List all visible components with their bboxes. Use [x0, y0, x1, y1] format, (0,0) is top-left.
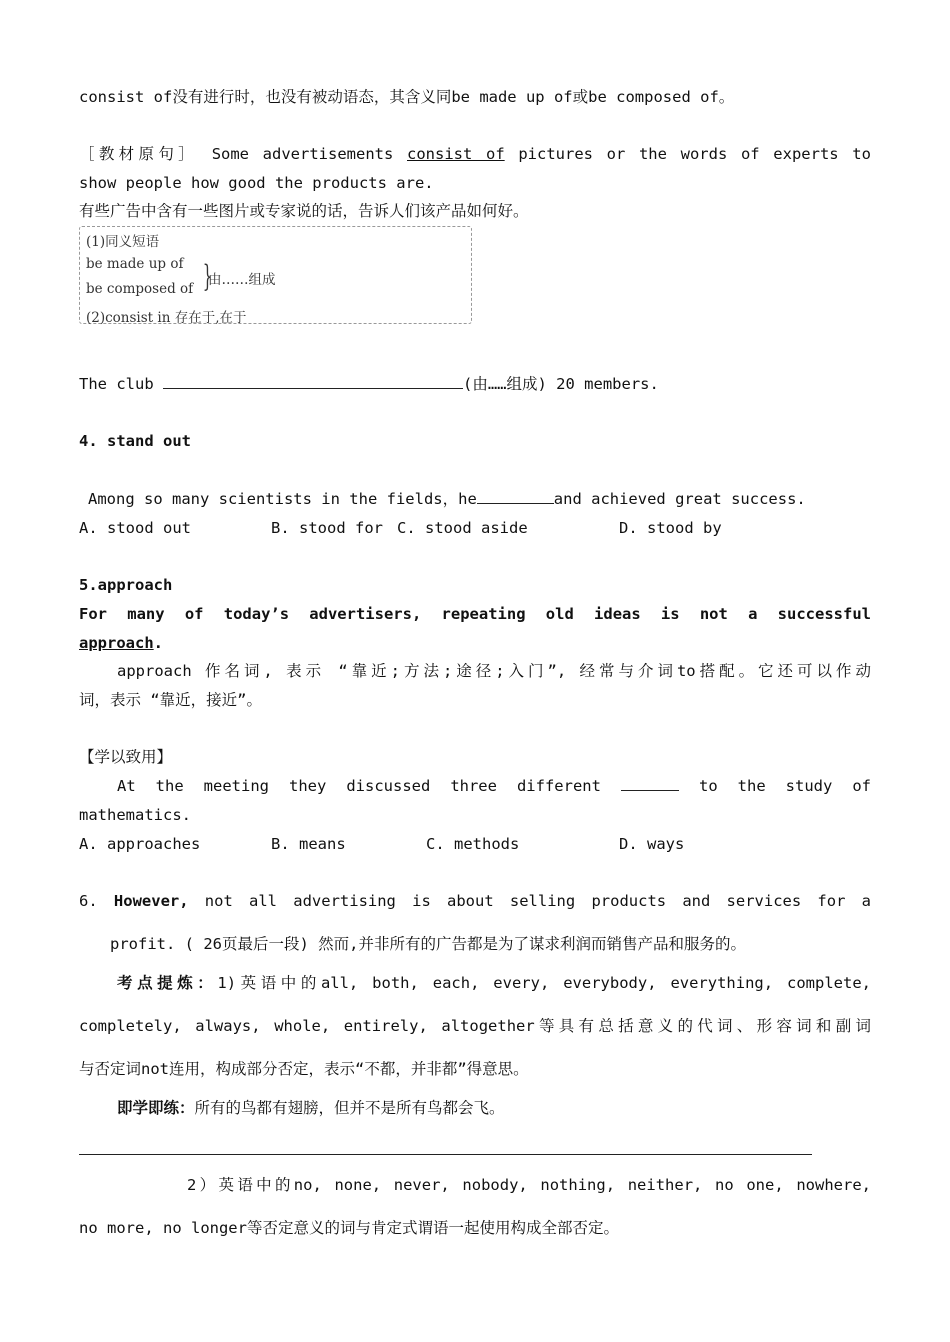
s5-sentence-end: .	[153, 634, 163, 652]
s6-point-line1	[117, 972, 871, 994]
box-line2: be made up of	[86, 256, 184, 272]
club-after: (由……组成) 20 members.	[463, 375, 659, 393]
s6-point2-line2: no more, no longer等否定意义的词与肯定式谓语一起使用构成全部否定。	[79, 1219, 619, 1237]
answer-line[interactable]	[79, 1154, 812, 1155]
textbook-text-after: pictures or the words of experts to	[518, 145, 871, 163]
s5-explain-line2: 词，表示 “靠近，接近”。	[79, 691, 262, 709]
s5-sentence-word: approach	[79, 634, 154, 652]
s5-practice-label: 【学以致用】	[79, 748, 173, 766]
synonym-box	[79, 226, 472, 324]
box-line4: (2)consist in 存在于,在于	[86, 310, 247, 326]
intro-note: consist of没有进行时，也没有被动语态，其含义同be made up of或be composed of。	[79, 88, 735, 106]
s4-option-d: D. stood by	[619, 519, 722, 537]
box-meaning: 由……组成	[208, 272, 276, 288]
box-line3: be composed of	[86, 281, 194, 297]
textbook-phrase: consist of	[407, 145, 505, 163]
brace-symbol: }	[202, 259, 213, 294]
s6-number: 6.	[79, 892, 98, 910]
s6-point-label: 考点提炼：	[117, 974, 218, 992]
box-line1: (1)同义短语	[86, 234, 160, 250]
s5-explain-line1: approach 作名词, 表示 “靠近;方法;途径;入门”, 经常与介词to搭配。它还可以作动	[117, 662, 871, 680]
s4-blank[interactable]	[477, 489, 554, 504]
s5-option-d: D. ways	[619, 835, 685, 853]
s6-line1-rest: not all advertising is about selling products and services for a	[204, 892, 871, 910]
s6-point-text1: 1)英语中的all, both, each, every, everybody, everything, complete,	[217, 974, 871, 992]
s4-option-c: C. stood aside	[397, 519, 528, 537]
s6-point2-line1: 2）英语中的no, none, never, nobody, nothing, neither, no one, nowhere,	[187, 1176, 871, 1194]
textbook-sentence-line1	[79, 143, 871, 165]
s4-heading: 4. stand out	[79, 432, 191, 450]
textbook-tag: ［教材原句］	[79, 145, 199, 163]
club-before: The club	[79, 375, 154, 393]
textbook-text-before: Some advertisements	[211, 145, 394, 163]
s5-blank[interactable]	[621, 776, 679, 791]
s5-option-a: A. approaches	[79, 835, 201, 853]
club-blank[interactable]	[163, 374, 463, 389]
s6-line2: profit. ( 26页最后一段) 然而,并非所有的广告都是为了谋求利润而销售产品和服务的。	[110, 935, 746, 953]
s5-heading: 5.approach	[79, 576, 173, 594]
s6-practice-text: 所有的鸟都有翅膀，但并不是所有鸟都会飞。	[194, 1099, 505, 1117]
s5-practice-after: to the study of	[699, 777, 871, 795]
s6-line1	[79, 890, 871, 912]
s5-practice-line1	[117, 775, 871, 797]
s4-question-before: Among so many scientists in the fields，he	[88, 490, 477, 508]
s6-practice-label: 即学即练：	[117, 1099, 195, 1117]
textbook-sentence-line2: show people how good the products are.	[79, 174, 434, 192]
s6-point-line3: 与否定词not连用，构成部分否定，表示“不都，并非都”得意思。	[79, 1060, 529, 1078]
s5-sentence-line2	[79, 632, 163, 654]
s6-practice	[117, 1097, 505, 1119]
s5-sentence-line1: For many of today’s advertisers, repeating old ideas is not a successful	[79, 605, 871, 623]
textbook-translation: 有些广告中含有一些图片或专家说的话，告诉人们该产品如何好。	[79, 202, 529, 220]
s5-practice-line2: mathematics.	[79, 806, 191, 824]
s6-point-line2: completely, always, whole, entirely, altogether等具有总括意义的代词、形容词和副词	[79, 1017, 871, 1035]
s4-question	[88, 488, 806, 510]
s4-option-b: B. stood for	[271, 519, 383, 537]
club-exercise	[79, 373, 659, 395]
s5-practice-before: At the meeting they discussed three different	[117, 777, 601, 795]
s4-question-after: and achieved great success.	[553, 490, 806, 508]
s5-option-b: B. means	[271, 835, 346, 853]
s6-however: However,	[113, 892, 189, 910]
s4-option-a: A. stood out	[79, 519, 191, 537]
s5-option-c: C. methods	[426, 835, 520, 853]
